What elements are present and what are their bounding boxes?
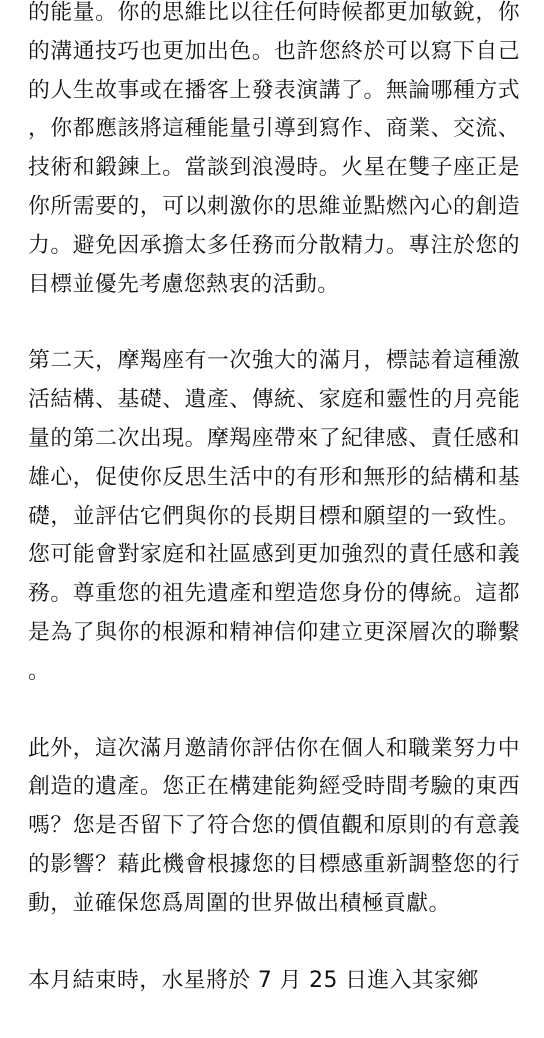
paragraph-capricorn-full-moon: 第二天，摩羯座有一次強大的滿月，標誌着這種激活結構、基礎、遺產、傳統、家庭和靈性的月亮能量的第二次出現。摩羯座帶來了紀律感、責任感和雄心，促使你反思生活中的有形和無形的結構和基礎，並評估它們與你的長期目標和願望的一致性。您可能會對家庭和社區感到更加強烈的責任感和義務。尊重您的祖先遺產和塑造您身份的傳統。這都是為了與你的根源和精神信仰建立更深層次的聯繫。	[28, 348, 520, 684]
article-body	[28, 0, 520, 1038]
paragraph-legacy: 此外，這次滿月邀請你評估你在個人和職業努力中創造的遺產。您正在構建能夠經受時間考驗的東西嗎？您是否留下了符合您的價值觀和原則的有意義的影響？藉此機會根據您的目標感重新調整您的行動，並確保您爲周圍的世界做出積極貢獻。	[28, 735, 520, 916]
paragraph-mars-gemini: 的能量。你的思維比以往任何時候都更加敏銳，你的溝通技巧也更加出色。也許您終於可以寫下自己的人生故事或在播客上發表演講了。無論哪種方式，你都應該將這種能量引導到寫作、商業、交流、技術和鍛鍊上。當談到浪漫時。火星在雙子座正是你所需要的，可以刺激你的思維並點燃內心的創造力。避免因承擔太多任務而分散精力。專注於您的目標並優先考慮您熱衷的活動。	[28, 0, 520, 297]
paragraph-month-end: 本月結束時，水星將於 7 月 25 日進入其家鄉	[28, 967, 479, 993]
